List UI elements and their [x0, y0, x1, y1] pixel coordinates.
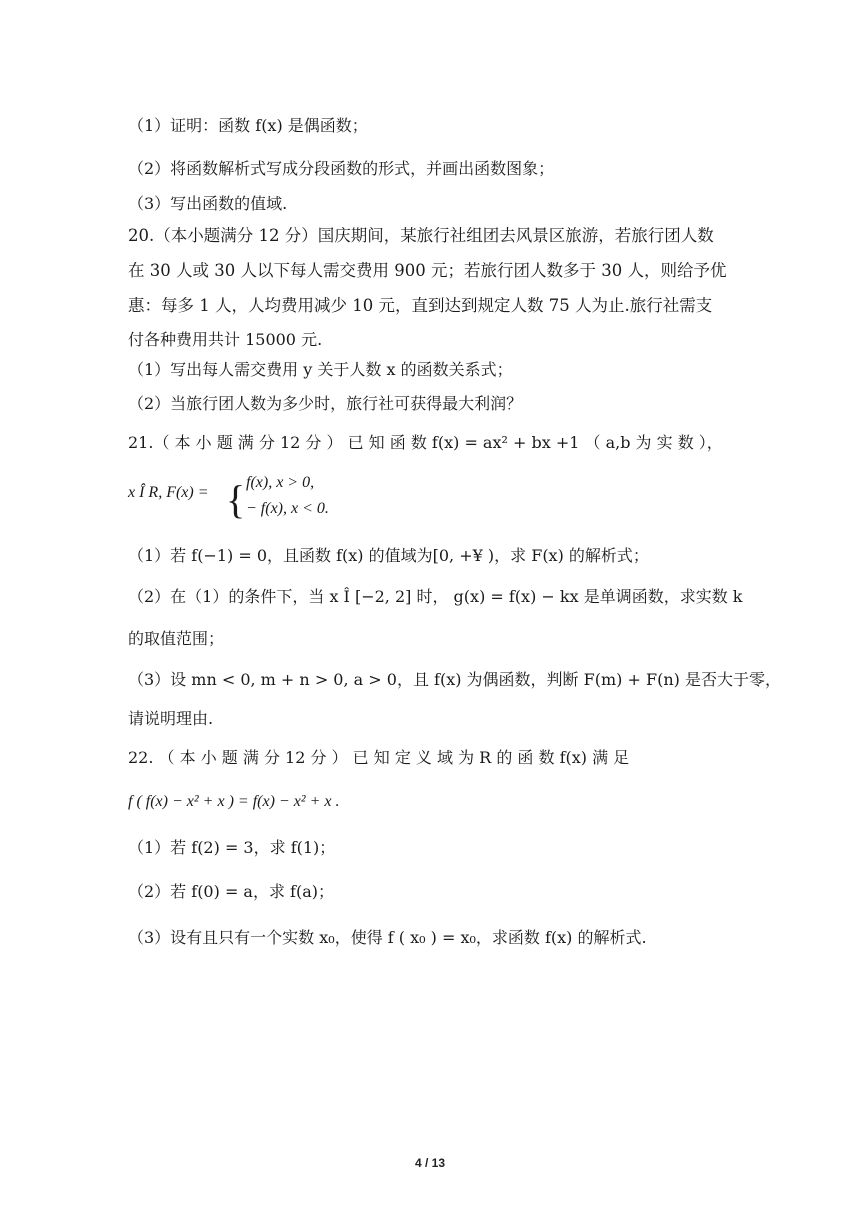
q21-part2-line1: （2）在（1）的条件下，当 x Î [−2, 2] 时， g(x) = f(x) − kx 是单调函数，求实数 k	[128, 587, 743, 606]
piecewise-case1: f(x), x > 0,	[246, 474, 315, 491]
q21-part2-line2: 的取值范围；	[128, 629, 225, 648]
q22-stem-line2: f ( f(x) − x² + x ) = f(x) − x² + x .	[128, 793, 340, 810]
piecewise-brace: {	[226, 477, 246, 522]
q21-part3-line1: （3）设 mn < 0, m + n > 0, a > 0，且 f(x) 为偶函数，判断 F(m) + F(n) 是否大于零，	[128, 670, 781, 689]
q20-part2: （2）当旅行团人数为多少时，旅行社可获得最大利润？	[128, 394, 523, 413]
q20-stem-line3: 惠：每多 1 人，人均费用减少 10 元，直到达到规定人数 75 人为止.旅行社需支	[128, 296, 713, 315]
q19-part2: （2）将函数解析式写成分段函数的形式，并画出函数图象；	[128, 159, 555, 178]
q21-stem-line1: 21.（ 本 小 题 满 分 12 分 ） 已 知 函 数 f(x) = ax² + bx +1 （ a,b 为 实 数 ），	[128, 433, 723, 452]
q20-stem-line1: 20.（本小题满分 12 分）国庆期间，某旅行社组团去风景区旅游，若旅行团人数	[128, 226, 714, 245]
piecewise-lead: x Î R, F(x) =	[128, 484, 209, 501]
q20-part1: （1）写出每人需交费用 y 关于人数 x 的函数关系式；	[128, 360, 513, 379]
q22-stem-line1: 22. （ 本 小 题 满 分 12 分 ） 已 知 定 义 域 为 R 的 函 数 f(x) 满 足	[128, 748, 630, 767]
q21-part1: （1）若 f(−1) = 0，且函数 f(x) 的值域为[0, +¥ )，求 F(x) 的解析式；	[128, 546, 649, 565]
q19-part1: （1）证明：函数 f(x) 是偶函数；	[128, 116, 368, 135]
piecewise-case2: − f(x), x < 0.	[246, 500, 329, 517]
q22-part2: （2）若 f(0) = a，求 f(a)；	[128, 882, 335, 901]
q22-part3: （3）设有且只有一个实数 x₀，使得 f ( x₀ ) = x₀，求函数 f(x) 的解析式.	[128, 928, 647, 947]
q22-part1: （1）若 f(2) = 3，求 f(1)；	[128, 838, 336, 857]
q20-stem-line4: 付各种费用共计 15000 元.	[128, 330, 323, 349]
q20-stem-line2: 在 30 人或 30 人以下每人需交费用 900 元；若旅行团人数多于 30 人，则给予优	[128, 261, 727, 280]
q19-part3: （3）写出函数的值域.	[128, 194, 288, 213]
q21-part3-line2: 请说明理由.	[128, 709, 214, 728]
page-number: 4 / 13	[414, 1156, 446, 1170]
